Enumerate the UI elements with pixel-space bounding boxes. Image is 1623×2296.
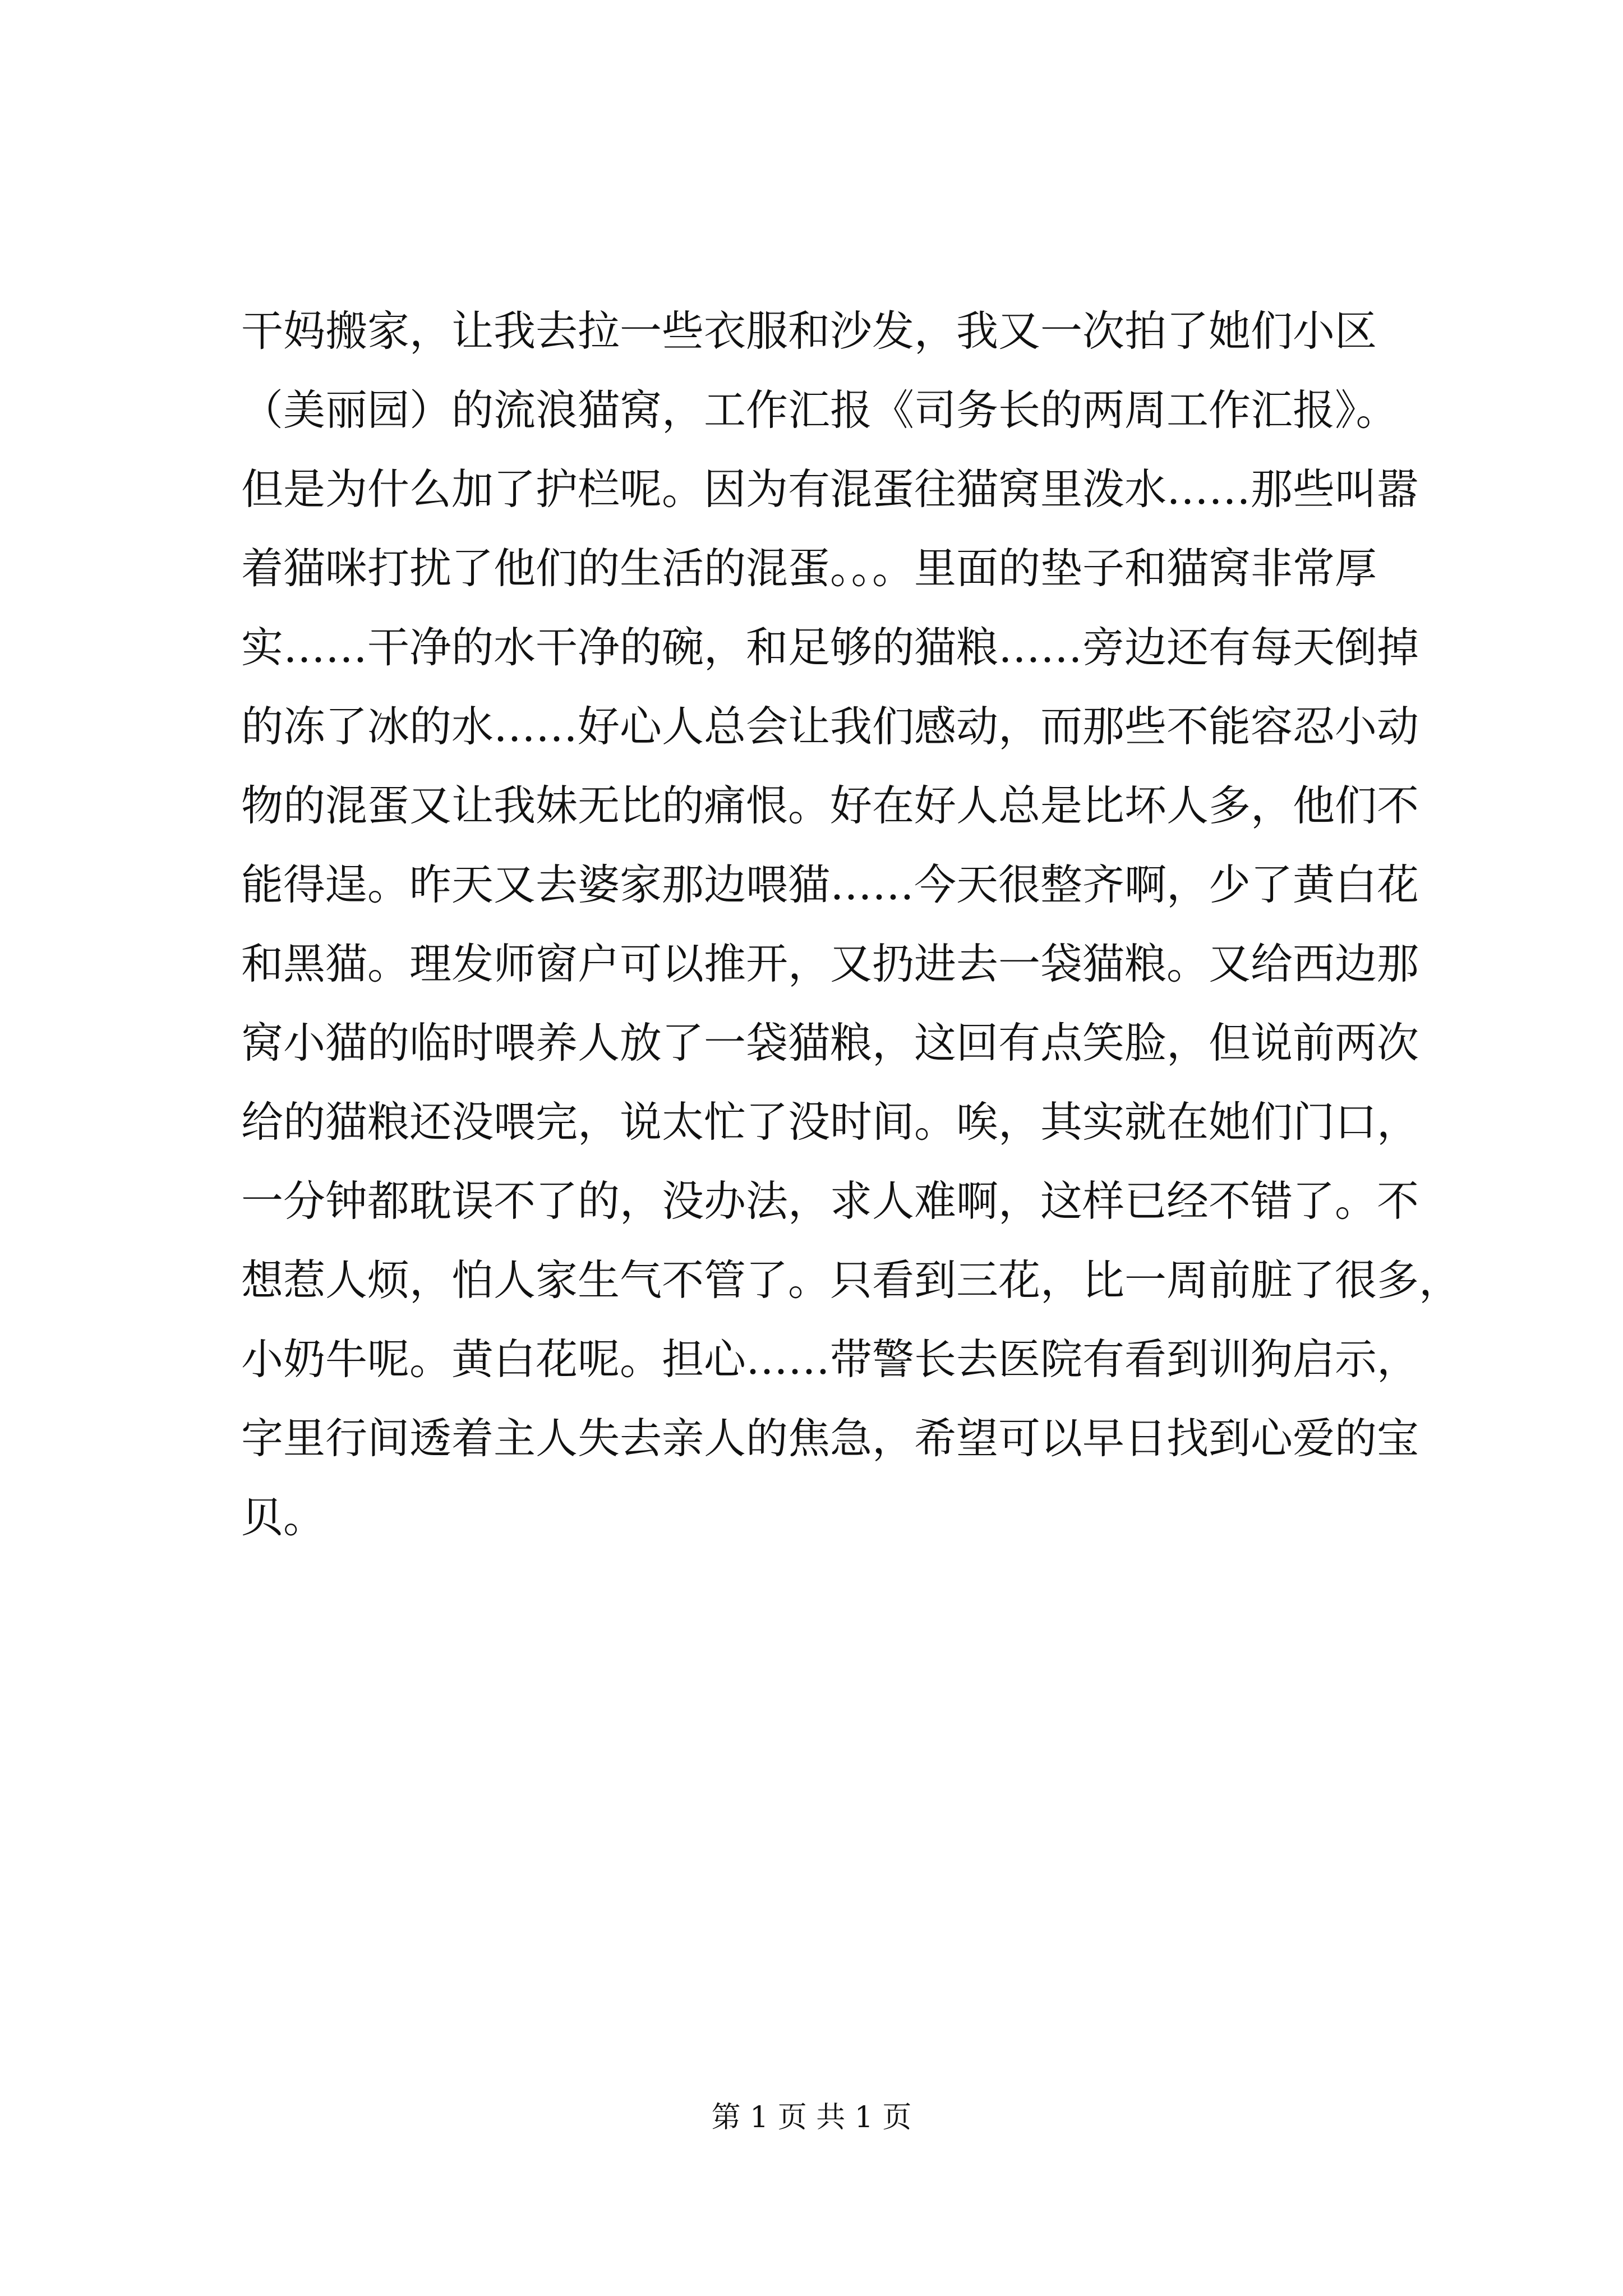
text-line: 的冻了冰的水……好心人总会让我们感动，而那些不能容忍小动 (241, 702, 1419, 751)
text-line: 和黑猫。理发师窗户可以推开，又扔进去一袋猫粮。又给西边那 (241, 939, 1419, 988)
text-line: 但是为什么加了护栏呢。因为有混蛋往猫窝里泼水……那些叫嚣 (241, 464, 1419, 514)
text-line: 想惹人烦，怕人家生气不管了。只看到三花，比一周前脏了很多， (241, 1255, 1461, 1305)
text-line: 贝。 (241, 1493, 326, 1542)
text-line: 能得逞。昨天又去婆家那边喂猫……今天很整齐啊，少了黄白花 (241, 860, 1419, 909)
text-line: 物的混蛋又让我妹无比的痛恨。好在好人总是比坏人多，他们不 (241, 781, 1419, 830)
text-line: 实……干净的水干净的碗，和足够的猫粮……旁边还有每天倒掉 (241, 623, 1419, 672)
text-line: 一分钟都耽误不了的，没办法，求人难啊，这样已经不错了。不 (241, 1176, 1419, 1226)
text-line: 字里行间透着主人失去亲人的焦急，希望可以早日找到心爱的宝 (241, 1414, 1419, 1463)
page-footer: 第 1 页 共 1 页 (711, 2101, 912, 2134)
text-line: 小奶牛呢。黄白花呢。担心……带警长去医院有看到训狗启示， (241, 1335, 1419, 1384)
text-line: 窝小猫的临时喂养人放了一袋猫粮，这回有点笑脸，但说前两次 (241, 1018, 1419, 1068)
text-line: 给的猫粮还没喂完，说太忙了没时间。唉，其实就在她们门口， (241, 1097, 1419, 1147)
text-line: 干妈搬家，让我去拉一些衣服和沙发，我又一次拍了她们小区 (241, 306, 1377, 356)
text-line: （美丽园）的流浪猫窝，工作汇报《司务长的两周工作汇报》。 (241, 385, 1398, 435)
text-line: 着猫咪打扰了他们的生活的混蛋。。。里面的垫子和猫窝非常厚 (241, 544, 1377, 593)
body-paragraph (241, 292, 1461, 1557)
